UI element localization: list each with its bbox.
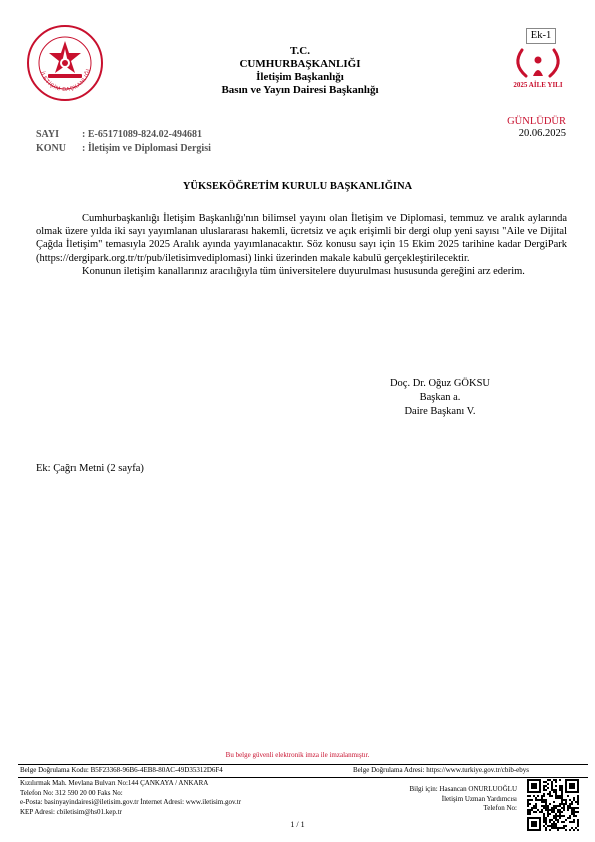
ek-1-label: Ek-1 [526,28,556,44]
footer-phone: Telefon No: 312 590 20 00 Faks No: [20,788,123,797]
page-number: 1 / 1 [290,820,305,829]
header-tc: T.C. [290,45,310,57]
footer-info [380,785,517,814]
verify-code: Belge Doğrulama Kodu: B5F23368-96B6-4EB8-80AC-49D35312D6F4 [20,766,223,774]
footer-email: e-Posta: basinyayindairesi@iletisim.gov.tr İnternet Adresi: www.iletisim.gov.tr [20,798,242,806]
konu-label: KONU [36,143,66,154]
info-contact-name: Bilgi için: Hasancan ONURLUOĞLU [409,785,517,793]
info-contact-phone: Telefon No: [483,804,517,812]
header-iletisim-baskanligi: İletişim Başkanlığı [256,71,344,83]
gunludur-stamp: GÜNLÜDÜR [507,116,566,127]
footer-contact [20,779,241,817]
seal-ring-text: İLETİŞİM BAŞKANLIĞI [38,68,92,94]
signatory-title-2: Daire Başkanı V. [404,406,476,417]
attachment-line: Ek: Çağrı Metni (2 sayfa) [36,463,144,474]
info-contact-title: İletişim Uzman Yardımcısı [441,794,517,803]
sayi-value: : E-65171089-824.02-494681 [82,129,202,140]
sayi-row [36,128,211,142]
aile-yili-text: 2025 AİLE YILI [513,81,563,89]
header-cumhurbaskanligi: CUMHURBAŞKANLIĞI [239,58,361,70]
sayi-label: SAYI [36,129,59,140]
addressee: YÜKSEKÖĞRETİM KURULU BAŞKANLIĞINA [182,181,413,192]
verify-address: Belge Doğrulama Adresi: https://www.turkiye.gov.tr/cbib-ebys [353,766,530,774]
footer-kep: KEP Adresi: cbiletisim@hs01.kep.tr [20,807,122,816]
letter-body [36,212,567,278]
konu-row [36,142,211,156]
document-date: 20.06.2025 [518,128,566,139]
konu-value: : İletişim ve Diplomasi Dergisi [82,143,211,154]
body-paragraph-1: Cumhurbaşkanlığı İletişim Başkanlığı'nın bilimsel yayını olan İletişim ve Diplomasi, temmuz ve aralık aylarında olmak üzere yılda iki sayı yayımlanan uluslararası hakemli, ücretsiz ve açık erişimli bir dergi olup yeni sayısı "Aile ve Dijital Çağda İletişim" temasıyla 2025 Aralık ayında yayımlanacaktır. Söz konusu sayı için 15 Ekim 2025 tarihine kadar DergiPark (https://dergipark.org.tr/tr/pub/iletisimvediplomasi) linki üzerinden makale kabulü gerçekleştirilecektir. [36,213,567,264]
signatory-title-1: Başkan a. [419,392,461,403]
document-header [150,45,450,97]
aile-yili-logo [500,42,576,90]
iletisim-seal-logo [26,24,104,102]
signature-block [370,377,510,419]
document-meta [36,128,211,156]
secure-signature-note: Bu belge güvenli elektronik imza ile imzalanmıştır. [225,751,370,759]
signatory-name: Doç. Dr. Oğuz GÖKSU [389,378,491,389]
footer-divider-top [18,764,588,765]
footer-divider-mid [18,777,588,778]
header-daire: Basın ve Yayın Dairesi Başkanlığı [221,84,379,96]
footer-address: Kızılırmak Mah. Mevlana Bulvarı No:144 ÇANKAYA / ANKARA [20,779,209,787]
body-paragraph-2: Konunun iletişim kanallarınız aracılığıyla tüm üniversitelere duyurulması hususunda gereğini arz ederim. [82,265,525,277]
